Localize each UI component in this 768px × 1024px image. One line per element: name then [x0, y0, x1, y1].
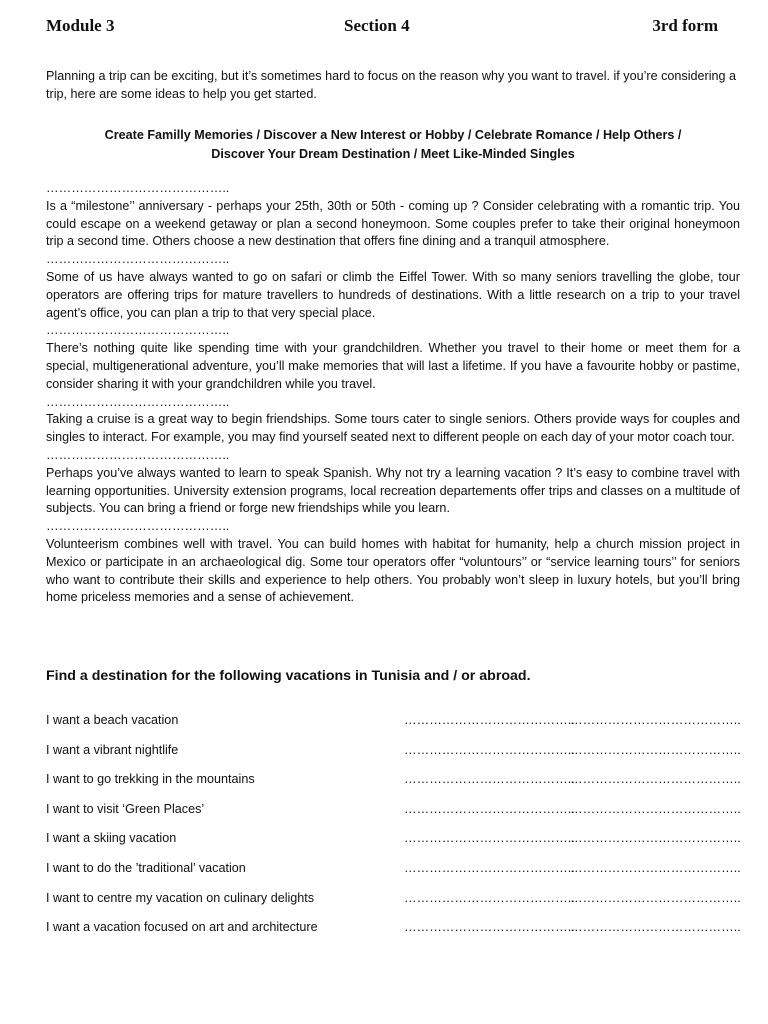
answer-blank-abroad[interactable]: ………………………………….. — [570, 713, 741, 727]
vacation-row — [46, 859, 741, 889]
vacation-label: I want to do the ’traditional’ vacation — [46, 860, 246, 875]
vacation-row — [46, 741, 741, 771]
vacation-row — [46, 800, 741, 830]
paragraph-singles: Taking a cruise is a great way to begin friendships. Some tours cater to single seniors. Others provide ways for couples and singles to interact. For example, you may find yourself seated next to different people on each day of your motor coach tour. — [46, 412, 740, 445]
paragraph-new-interest: Perhaps you’ve always wanted to learn to speak Spanish. Why not try a learning vacation ? It’s easy to combine travel with learning opportunities. University extension programs, local recreation departements offer trips and classes on a multitude of subjects. You can bring a friend or forge new friendships while you learn. — [46, 465, 740, 516]
heading-blank[interactable]: …………………………………….. — [46, 519, 230, 534]
page-header — [46, 16, 718, 40]
form-label: 3rd form — [652, 16, 718, 35]
task-heading: Find a destination for the following vacations in Tunisia and / or abroad. — [46, 668, 531, 684]
vacation-label: I want to visit ‘Green Places’ — [46, 801, 205, 816]
answer-blank-abroad[interactable]: ………………………………….. — [570, 742, 741, 757]
answer-blank-abroad[interactable]: ………………………………….. — [570, 860, 741, 875]
paragraph-list — [46, 180, 740, 607]
answer-blank-tunisia[interactable]: ………………………………….. — [404, 890, 575, 905]
vacation-label: I want a skiing vacation — [46, 831, 177, 846]
answer-blank-tunisia[interactable]: ………………………………….. — [404, 801, 575, 816]
answer-blank-abroad[interactable]: ………………………………….. — [570, 801, 741, 816]
answer-blank-tunisia[interactable]: ………………………………….. — [404, 831, 575, 846]
vacation-label: I want to centre my vacation on culinary delights — [46, 890, 315, 905]
vacation-row — [46, 889, 741, 919]
answer-blank-tunisia[interactable]: ………………………………….. — [404, 713, 575, 727]
heading-blank[interactable]: …………………………………….. — [46, 323, 230, 338]
answer-blank-abroad[interactable]: ………………………………….. — [570, 920, 741, 935]
section-label: Section 4 — [344, 16, 410, 35]
answer-blank-abroad[interactable]: ………………………………….. — [570, 772, 741, 787]
vacation-label: I want to go trekking in the mountains — [46, 772, 255, 787]
vacation-label: I want a beach vacation — [46, 713, 179, 727]
topic-line-2: Discover Your Dream Destination / Meet Like-Minded Singles — [211, 147, 575, 161]
answer-blank-abroad[interactable]: ………………………………….. — [570, 890, 741, 905]
heading-blank[interactable]: …………………………………….. — [46, 447, 230, 462]
answer-blank-abroad[interactable]: ………………………………….. — [570, 831, 741, 846]
vacation-row — [46, 918, 741, 948]
vacation-row — [46, 711, 741, 741]
vacation-label: I want a vacation focused on art and architecture — [46, 920, 318, 935]
topic-line-1: Create Familly Memories / Discover a New Interest or Hobby / Celebrate Romance / Help Others / — [104, 128, 682, 142]
answer-blank-tunisia[interactable]: ………………………………….. — [404, 920, 575, 935]
heading-blank[interactable]: …………………………………….. — [46, 181, 230, 195]
answer-blank-tunisia[interactable]: ………………………………….. — [404, 742, 575, 757]
paragraph-help-others: Volunteerism combines well with travel. You can build homes with habitat for humanity, help a church mission project in Mexico or participate in an archaeological dig. Some tour operators offer “voluntours’’ or “service learning tours’’ for seniors who want to contribute their skills and experience to help others. You probably won’t sleep in luxury hotels, but you’ll bring home priceless memories and a sense of achievement. — [46, 536, 740, 605]
answer-blank-tunisia[interactable]: ………………………………….. — [404, 860, 575, 875]
topic-list — [46, 126, 740, 164]
heading-blank[interactable]: …………………………………….. — [46, 252, 230, 267]
paragraph-romance: Is a “milestone’’ anniversary - perhaps your 25th, 30th or 50th - coming up ? Consider celebrating with a romantic trip. You could escape on a weekend getaway or plan a second honeymoon. Some couples prefer to take their original honeymoon trip a second time. Others choose a new destination that offers fine dining and a tranquil atmosphere. — [46, 198, 740, 249]
vacation-label: I want a vibrant nightlife — [46, 742, 179, 757]
paragraph-dream-destination: Some of us have always wanted to go on safari or climb the Eiffel Tower. With so many seniors travelling the globe, tour operators are offering trips for mature travellers to hundreds of destinations. With a little research on a trip to your travel agent’s office, you can plan a trip to that very special place. — [46, 269, 740, 320]
heading-blank[interactable]: …………………………………….. — [46, 394, 230, 409]
paragraph-family-memories: There’s nothing quite like spending time with your grandchildren. Whether you travel to their home or meet them for a special, multigenerational adventure, you’ll make memories that will last a lifetime. If you have a favourite hobby or pastime, consider sharing it with your grandchildren while you travel. — [46, 341, 740, 391]
vacation-row — [46, 770, 741, 800]
vacation-list — [46, 711, 741, 948]
answer-blank-tunisia[interactable]: ………………………………….. — [404, 772, 575, 787]
vacation-row — [46, 829, 741, 859]
module-label: Module 3 — [46, 16, 115, 35]
intro-paragraph: Planning a trip can be exciting, but it’s sometimes hard to focus on the reason why you want to travel. if you’re considering a trip, here are some ideas to help you get started. — [46, 69, 736, 101]
